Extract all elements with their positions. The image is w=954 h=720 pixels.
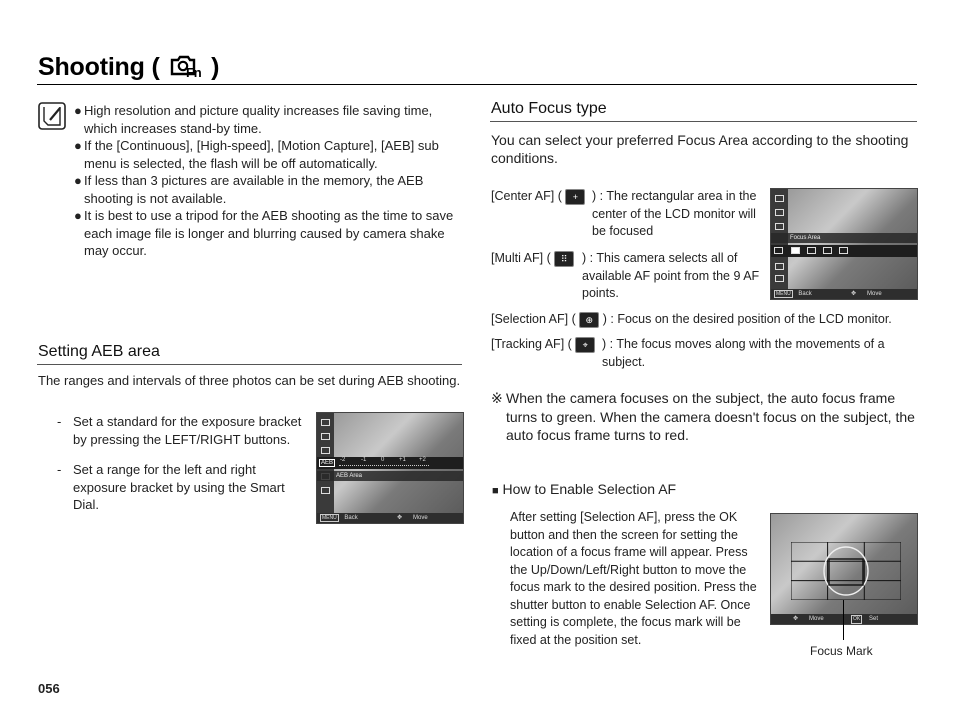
aeb-scale-strip: AEB -2 -1 0 +1 +2 [317, 457, 463, 469]
selection-af-icon: ⊕ [579, 312, 599, 328]
note-icon [38, 102, 66, 135]
multi-af-desc: ) : This camera selects all of available AF point from the 9 AF points. [582, 251, 760, 300]
af-intro: You can select your preferred Focus Area according to the shooting conditions. [491, 132, 909, 166]
callout-line [843, 600, 844, 640]
screen-bottom-bar: ✥ Move OK Set [771, 614, 917, 624]
svg-text:Fn: Fn [186, 65, 202, 78]
dpad-icon: ✥ [851, 291, 857, 297]
aeb-screen [316, 412, 464, 524]
list-item: ● High resolution and picture quality increases file saving time, which increases stand-by time. [74, 103, 433, 136]
af-band: Focus Area [771, 233, 917, 243]
aeb-section-rule [37, 364, 462, 365]
page-title-text: Shooting ( [38, 53, 160, 82]
selection-af-row: [Selection AF] ( ⊕ ) : Focus on the desired position of the LCD monitor. [491, 312, 892, 326]
how-to-body: After setting [Selection AF], press the OK button and then the screen for setting the location of a focus frame will appear. Press the Up/Down/Left/Right button to move the focus mark to the desired position. Press the shutter button to enable Selection AF. Once setting is complete, the focus mark will be fixed at the position set. [510, 510, 757, 647]
page-title-close: ) [211, 53, 220, 82]
selection-af-screen [770, 513, 918, 625]
dpad-icon: ✥ [793, 616, 799, 622]
aeb-step-1: - Set a standard for the exposure bracket by pressing the LEFT/RIGHT buttons. [57, 414, 302, 447]
screen-bottom-bar: MENU Back ✥ Move [771, 289, 917, 299]
multi-af-icon: ⠿ [554, 251, 574, 267]
center-af-row: [Center AF] ( + [491, 188, 771, 206]
list-item: ● If the [Continuous], [High-speed], [Motion Capture], [AEB] sub menu is selected, the flash will be off automatically. [74, 138, 439, 171]
center-af-desc: ) : The rectangular area in the center of the LCD monitor will be focused [592, 189, 757, 238]
center-af-icon: + [565, 189, 585, 205]
af-section-title: Auto Focus type [491, 100, 607, 117]
aeb-intro: The ranges and intervals of three photos can be set during AEB shooting. [38, 373, 461, 388]
af-section-rule [490, 121, 917, 122]
focus-grid [791, 542, 901, 600]
af-mode-strip [771, 245, 917, 257]
aeb-band: AEB Area [317, 471, 463, 481]
list-item: ● If less than 3 pictures are available in the memory, the AEB shooting is not available. [74, 173, 424, 206]
how-to-title-row: ■ How to Enable Selection AF [492, 481, 677, 497]
camera-fn-icon [168, 52, 202, 85]
list-item: ● It is best to use a tripod for the AEB shooting as the time to save each image file is longer and blurring caused by camera shake may occur. [74, 208, 454, 258]
af-screen [770, 188, 918, 300]
screen-bottom-bar: MENU Back ✥ Move [317, 513, 463, 523]
af-note: ※ When the camera focuses on the subject, the auto focus frame turns to green. When the camera doesn't focus on the subject, the auto focus frame turns to red. [491, 390, 915, 443]
page-title [38, 52, 219, 85]
notes-list [74, 102, 466, 260]
page-number: 056 [38, 681, 60, 696]
tracking-af-label-row: [Tracking AF] ( ⌖ [491, 336, 595, 354]
dpad-icon: ✥ [397, 515, 403, 521]
aeb-section-title: Setting AEB area [38, 343, 160, 360]
multi-af-label-row: [Multi AF] ( ⠿ [491, 250, 574, 268]
tracking-af-icon: ⌖ [575, 337, 595, 353]
title-rule [37, 84, 917, 85]
aeb-step-2: - Set a range for the left and right exposure bracket by using the Smart Dial. [57, 462, 285, 512]
tracking-af-desc: ) : The focus moves along with the movements of a subject. [602, 337, 885, 369]
focus-mark-callout: Focus Mark [810, 644, 873, 658]
